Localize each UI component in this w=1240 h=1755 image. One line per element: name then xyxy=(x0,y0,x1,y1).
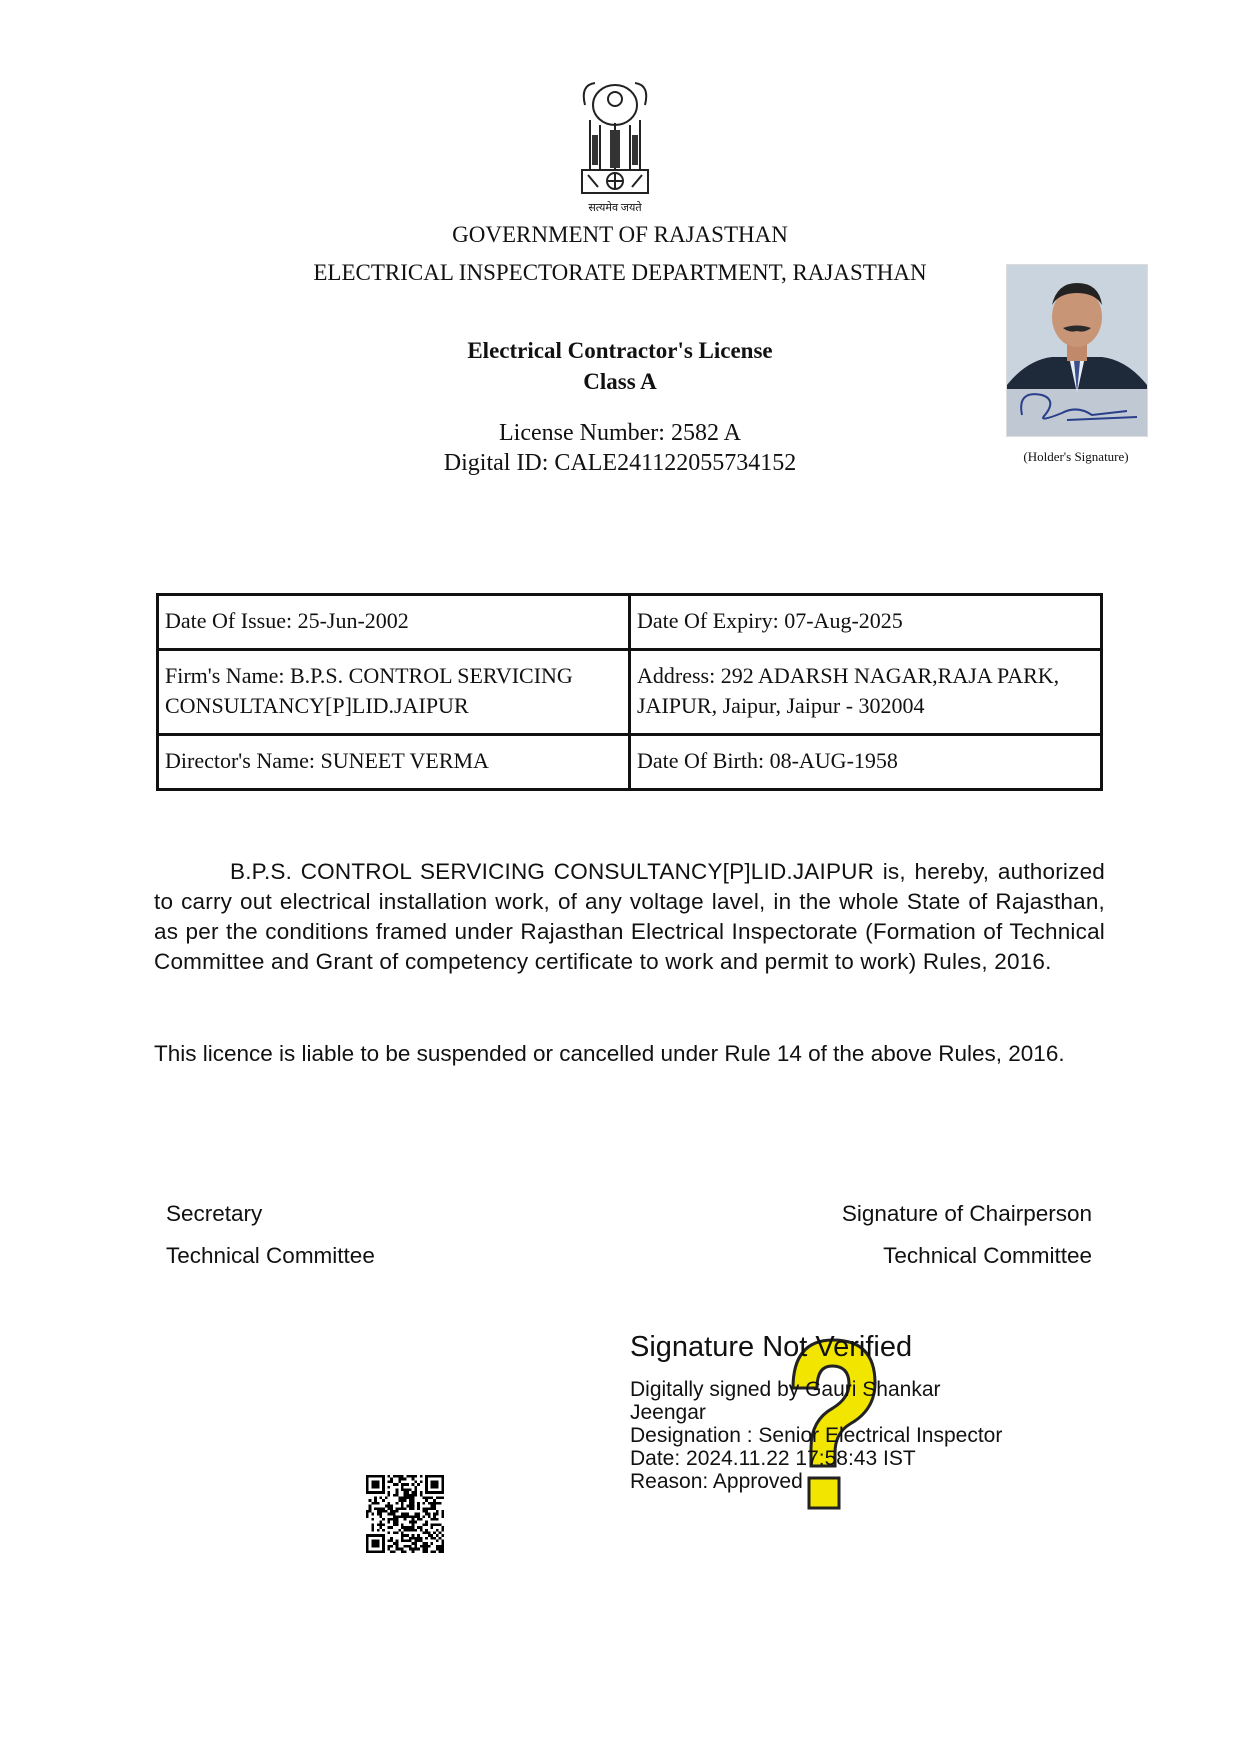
signed-by-line: Digitally signed by Gauri Shankar xyxy=(630,1378,941,1401)
license-number: License Number: 2582 A xyxy=(499,420,741,446)
suspension-paragraph: This licence is liable to be suspended or cancelled under Rule 14 of the above Rules, 2016. xyxy=(154,1041,1065,1066)
secretary-label: Secretary xyxy=(166,1201,263,1226)
table-row xyxy=(158,595,1102,650)
firm-name: Firm's Name: B.P.S. CONTROL SERVICING CONSULTANCY[P]LID.JAIPUR xyxy=(158,650,630,735)
signer-designation: Designation : Senior Electrical Inspector xyxy=(630,1424,1003,1447)
date-of-expiry: Date Of Expiry: 07-Aug-2025 xyxy=(630,595,1102,650)
chairperson-committee-label: Technical Committee xyxy=(883,1243,1092,1268)
firm-address: Address: 292 ADARSH NAGAR,RAJA PARK, JAIPUR, Jaipur, Jaipur - 302004 xyxy=(630,650,1102,735)
holder-photo-image xyxy=(1007,265,1147,436)
state-emblem-icon xyxy=(560,75,670,215)
holder-photo xyxy=(1006,264,1148,437)
date-of-birth: Date Of Birth: 08-AUG-1958 xyxy=(630,735,1102,790)
government-title: GOVERNMENT OF RAJASTHAN xyxy=(452,222,788,247)
authorization-paragraph: B.P.S. CONTROL SERVICING CONSULTANCY[P]LID.JAIPUR is, hereby, authorized to carry out electrical installation work, of any voltage lavel, in the whole State of Rajasthan, as per the conditions framed under Rajasthan Electrical Inspectorate (Formation of Technical Committee and Grant of competency certificate to work and permit to work) Rules, 2016. xyxy=(154,859,1105,974)
digital-id: Digital ID: CALE241122055734152 xyxy=(443,450,797,476)
qr-code[interactable] xyxy=(366,1475,444,1553)
department-title: ELECTRICAL INSPECTORATE DEPARTMENT, RAJASTHAN xyxy=(313,260,927,285)
table-row xyxy=(158,650,1102,735)
emblem-motto: सत्यमेव जयते xyxy=(588,202,642,214)
license-title: Electrical Contractor's License xyxy=(467,338,773,363)
signature-date: Date: 2024.11.22 17:58:43 IST xyxy=(630,1447,916,1470)
license-class: Class A xyxy=(583,369,657,394)
director-name: Director's Name: SUNEET VERMA xyxy=(158,735,630,790)
signature-status: Signature Not Verified xyxy=(630,1331,913,1363)
holder-signature-label: (Holder's Signature) xyxy=(1023,449,1129,464)
date-of-issue: Date Of Issue: 25-Jun-2002 xyxy=(158,595,630,650)
digital-signature-block xyxy=(630,1331,1070,1493)
table-row xyxy=(158,735,1102,790)
signature-reason: Reason: Approved xyxy=(630,1470,803,1493)
signed-by-name: Jeengar xyxy=(630,1401,706,1424)
secretary-committee-label: Technical Committee xyxy=(166,1243,375,1268)
chairperson-signature-label: Signature of Chairperson xyxy=(841,1201,1092,1226)
license-details-table xyxy=(156,593,1103,791)
